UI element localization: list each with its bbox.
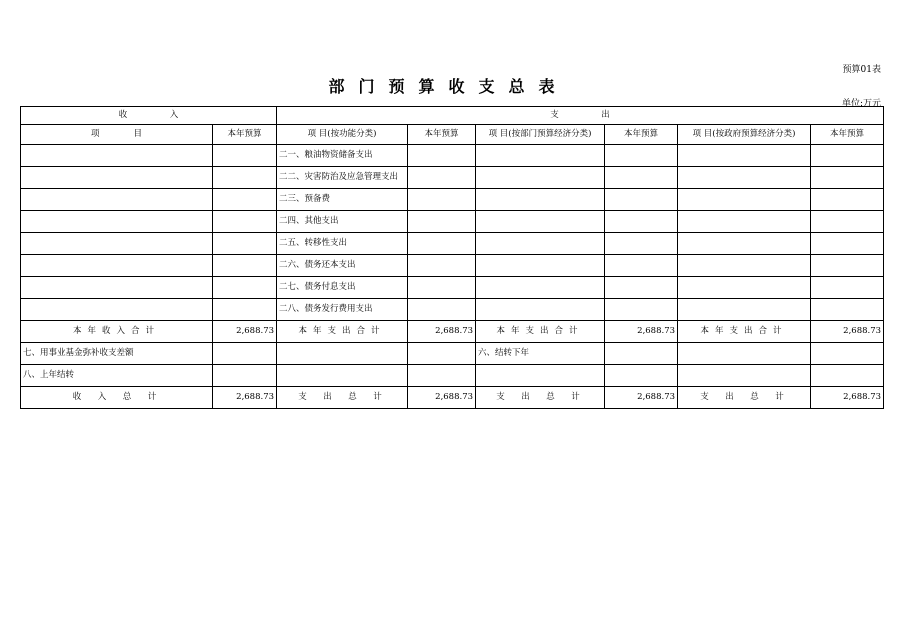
prior-carryover-label: 八、上年结转 bbox=[21, 365, 213, 387]
func-item: 二五、转移性支出 bbox=[277, 233, 408, 255]
func-item: 二三、预备费 bbox=[277, 189, 408, 211]
form-number: 预算01表 bbox=[842, 65, 881, 75]
gov-grand-total-label: 支 出 总 计 bbox=[678, 387, 811, 409]
table-row bbox=[21, 145, 884, 167]
table-row bbox=[21, 211, 884, 233]
column-header-row bbox=[21, 125, 884, 145]
income-total-value: 2,688.73 bbox=[213, 321, 277, 343]
col-header-dept-budget: 本年预算 bbox=[605, 125, 678, 145]
func-grand-total-value: 2,688.73 bbox=[408, 387, 476, 409]
col-header-func-item: 项 目(按功能分类) bbox=[277, 125, 408, 145]
income-grand-total-value: 2,688.73 bbox=[213, 387, 277, 409]
col-header-income-item: 项 目 bbox=[21, 125, 213, 145]
income-group-header: 收 入 bbox=[21, 107, 277, 125]
budget-summary-table bbox=[20, 106, 884, 409]
income-total-label: 本年收入合计 bbox=[21, 321, 213, 343]
dept-grand-total-label: 支 出 总 计 bbox=[476, 387, 605, 409]
func-item: 二一、粮油物资储备支出 bbox=[277, 145, 408, 167]
dept-total-value: 2,688.73 bbox=[605, 321, 678, 343]
gov-grand-total-value: 2,688.73 bbox=[811, 387, 884, 409]
col-header-gov-budget: 本年预算 bbox=[811, 125, 884, 145]
col-header-dept-item: 项 目(按部门预算经济分类) bbox=[476, 125, 605, 145]
prior-carryover-row bbox=[21, 365, 884, 387]
col-header-gov-item: 项 目(按政府预算经济分类) bbox=[678, 125, 811, 145]
func-total-label: 本年支出合计 bbox=[277, 321, 408, 343]
gov-total-value: 2,688.73 bbox=[811, 321, 884, 343]
table-row bbox=[21, 277, 884, 299]
table-row bbox=[21, 233, 884, 255]
gov-total-label: 本年支出合计 bbox=[678, 321, 811, 343]
func-item: 二六、债务还本支出 bbox=[277, 255, 408, 277]
carry-forward-label: 六、结转下年 bbox=[476, 343, 605, 365]
group-header-row bbox=[21, 107, 884, 125]
func-item: 二二、灾害防治及应急管理支出 bbox=[277, 167, 408, 189]
table-row bbox=[21, 167, 884, 189]
table-row bbox=[21, 189, 884, 211]
grand-total-row bbox=[21, 387, 884, 409]
unit-label: 单位:万元 bbox=[841, 99, 881, 109]
page-title: 部门预算收支总表 bbox=[328, 77, 569, 96]
dept-total-label: 本年支出合计 bbox=[476, 321, 605, 343]
func-item: 二七、债务付息支出 bbox=[277, 277, 408, 299]
table-row bbox=[21, 255, 884, 277]
col-header-income-budget: 本年预算 bbox=[213, 125, 277, 145]
dept-grand-total-value: 2,688.73 bbox=[605, 387, 678, 409]
func-total-value: 2,688.73 bbox=[408, 321, 476, 343]
fund-balance-label: 七、用事业基金弥补收支差额 bbox=[21, 343, 213, 365]
income-grand-total-label: 收 入 总 计 bbox=[21, 387, 213, 409]
func-item: 二四、其他支出 bbox=[277, 211, 408, 233]
table-row bbox=[21, 299, 884, 321]
col-header-func-budget: 本年预算 bbox=[408, 125, 476, 145]
expense-group-header: 支 出 bbox=[277, 107, 884, 125]
fund-balance-row bbox=[21, 343, 884, 365]
func-item: 二八、债务发行费用支出 bbox=[277, 299, 408, 321]
annual-total-row bbox=[21, 321, 884, 343]
func-grand-total-label: 支 出 总 计 bbox=[277, 387, 408, 409]
